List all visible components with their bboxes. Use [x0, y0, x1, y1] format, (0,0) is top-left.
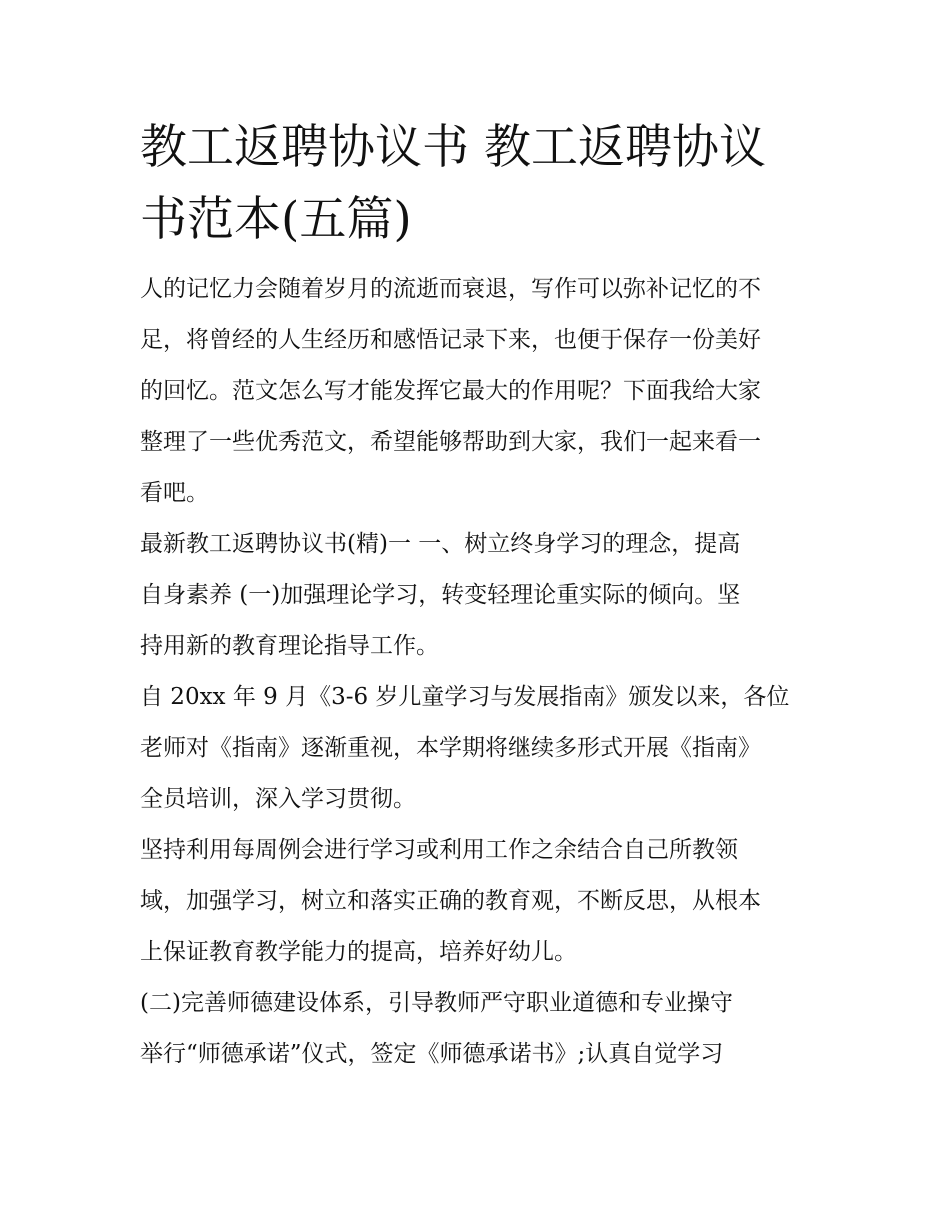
text-line: 域，加强学习，树立和落实正确的教育观，不断反思，从根本	[140, 888, 761, 914]
paragraph-intro	[140, 264, 820, 519]
text-line: 看吧。	[140, 480, 209, 506]
text-line: 人的记忆力会随着岁月的流逝而衰退，写作可以弥补记忆的不	[140, 276, 761, 302]
document-title	[140, 112, 820, 256]
text-line: 持用新的教育理论指导工作。	[140, 633, 439, 659]
text-line: (二)完善师德建设体系，引导教师严守职业道德和专业操守	[140, 990, 733, 1016]
text-line: 的回忆。范文怎么写才能发挥它最大的作用呢？下面我给大家	[140, 378, 761, 404]
text-line: 老师对《指南》逐渐重视，本学期将继续多形式开展《指南》	[140, 735, 761, 761]
text-line: 自身素养 (一)加强理论学习，转变轻理论重实际的倾向。坚	[140, 582, 741, 608]
title-line-1: 教工返聘协议书 教工返聘协议	[140, 120, 766, 175]
text-line: 上保证教育教学能力的提高，培养好幼儿。	[140, 939, 577, 965]
text-line: 整理了一些优秀范文，希望能够帮助到大家，我们一起来看一	[140, 429, 761, 455]
text-line: 举行“师德承诺”仪式，签定《师德承诺书》;认真自觉学习	[140, 1041, 724, 1067]
title-line-2: 书范本(五篇)	[140, 192, 412, 247]
text-line: 最新教工返聘协议书(精)一 一、树立终身学习的理念，提高	[140, 531, 741, 557]
text-line: 坚持利用每周例会进行学习或利用工作之余结合自己所教领	[140, 837, 738, 863]
text-line: 全员培训，深入学习贯彻。	[140, 786, 416, 812]
paragraph-section-1	[140, 519, 820, 672]
paragraph-ethics	[140, 978, 820, 1080]
document-page	[140, 112, 820, 1080]
text-line: 自 20xx 年 9 月《3-6 岁儿童学习与发展指南》颁发以来，各位	[140, 684, 790, 710]
text-line: 足，将曾经的人生经历和感悟记录下来，也便于保存一份美好	[140, 327, 761, 353]
paragraph-weekly-study	[140, 825, 820, 978]
paragraph-guide	[140, 672, 820, 825]
